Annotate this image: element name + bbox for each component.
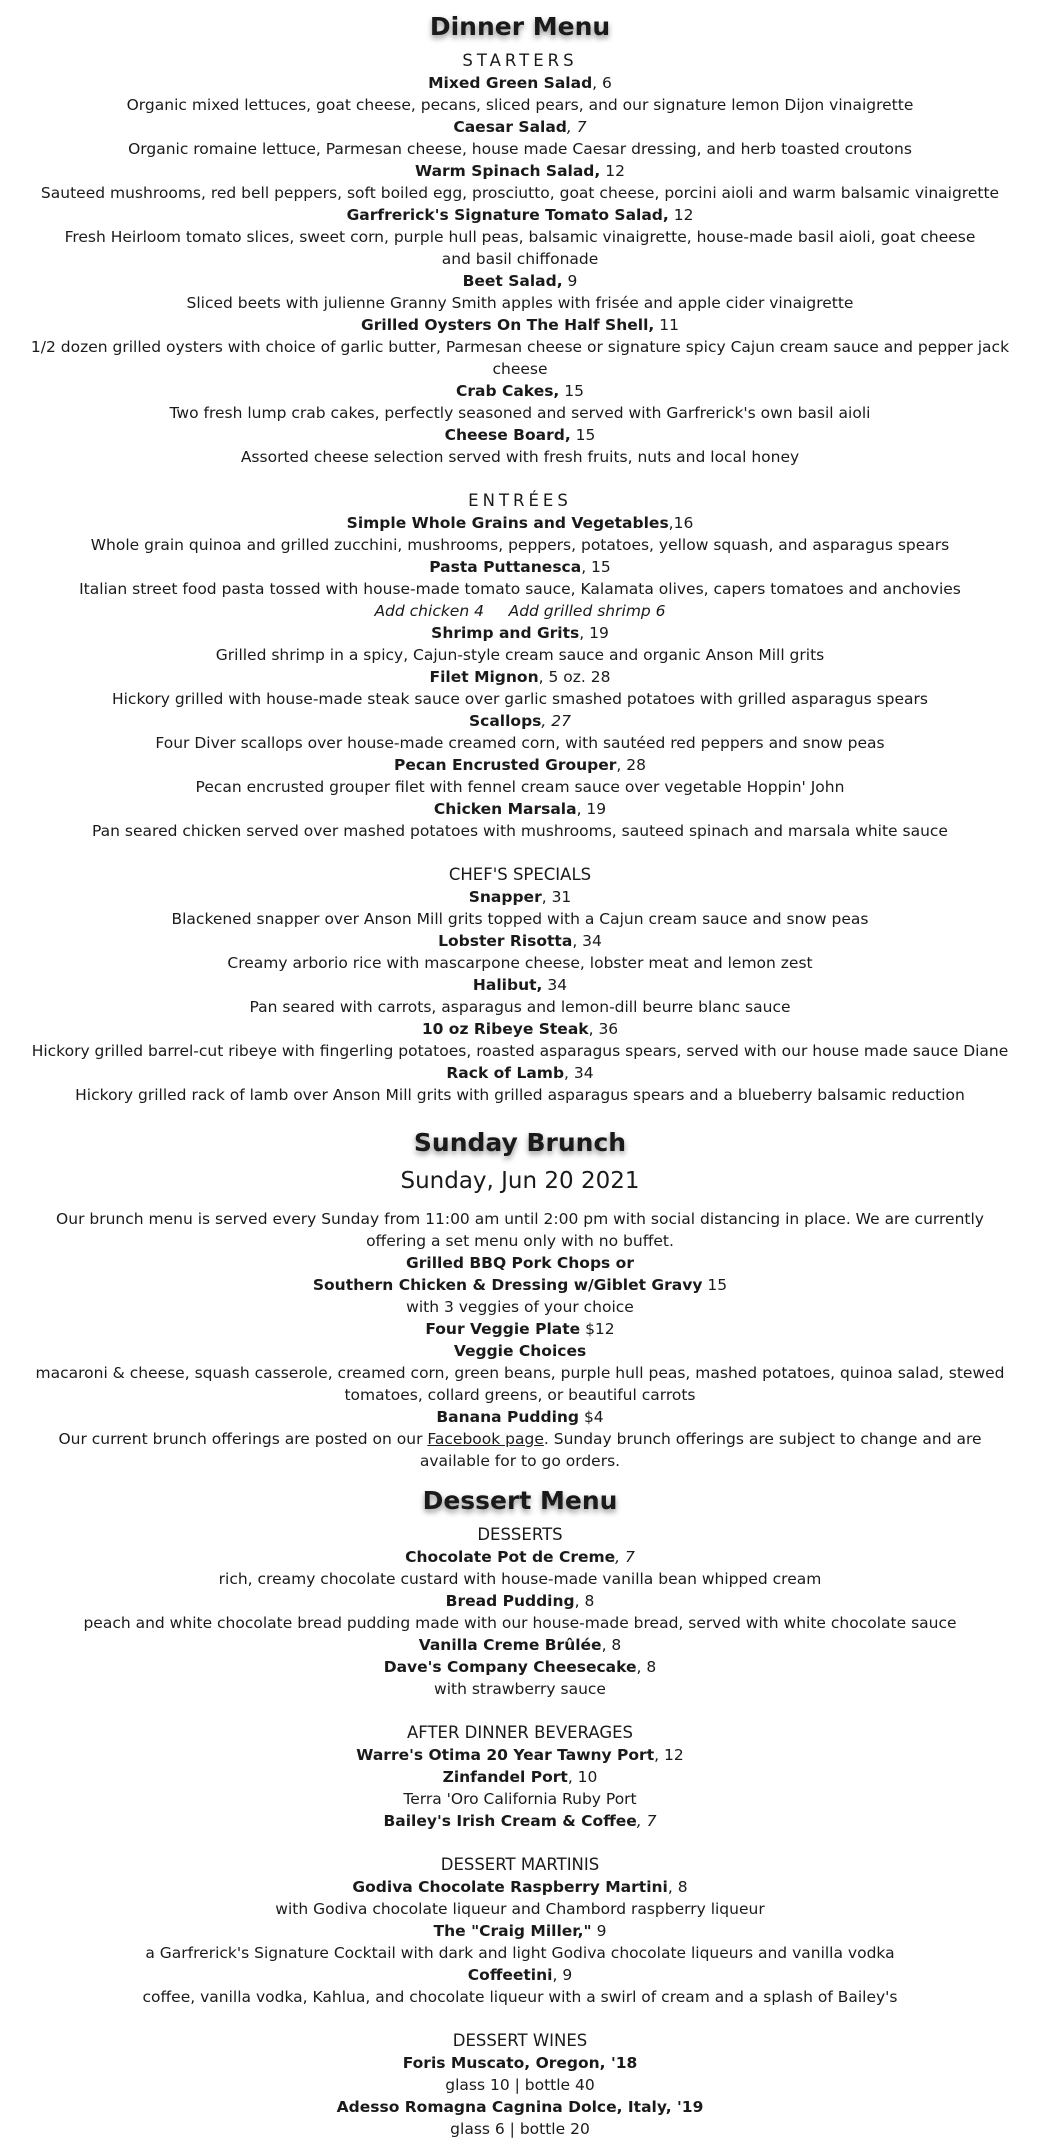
item-price: , 10 (567, 1768, 598, 1786)
menu-item (25, 1590, 1015, 1612)
wines-list (0, 2052, 1040, 2140)
item-price: , 12 (654, 1746, 684, 1764)
item-price: , 8 (574, 1592, 595, 1610)
menu-item (25, 1656, 1015, 1678)
item-price: 12 (600, 162, 625, 180)
menu-item (25, 798, 1015, 820)
item-price: , 36 (588, 1020, 619, 1038)
item-name: Dave's Company Cheesecake (383, 1658, 637, 1676)
item-name: Shrimp and Grits (431, 624, 580, 642)
item-price: $4 (579, 1408, 604, 1426)
item-price: ,16 (668, 514, 694, 532)
item-price: , 8 (601, 1636, 622, 1654)
item-name: Garfrerick's Signature Tomato Salad, (346, 206, 669, 224)
section-heading-dessert-martinis: DESSERT MARTINIS (440, 1855, 600, 1874)
sunday-brunch-title: Sunday Brunch (413, 1128, 627, 1157)
item-description: a Garfrerick's Signature Cocktail with dark and light Godiva chocolate liqueurs and vanilla vodka (145, 1944, 895, 1962)
item-description: with Godiva chocolate liqueur and Chambord raspberry liqueur (275, 1900, 765, 1918)
item-description: Sauteed mushrooms, red bell peppers, soft boiled egg, prosciutto, goat cheese, porcini aioli and warm balsamic vinaigrette (40, 184, 1000, 202)
menu-item (25, 1634, 1015, 1656)
entrees-list (0, 512, 1040, 842)
item-description: Creamy arborio rice with mascarpone cheese, lobster meat and lemon zest (227, 954, 813, 972)
menu-item (25, 622, 1015, 644)
item-description: Fresh Heirloom tomato slices, sweet corn, purple hull peas, balsamic vinaigrette, house-made basil aioli, goat cheese and basil chiffonade (64, 228, 976, 268)
section-heading-desserts: DESSERTS (477, 1525, 563, 1544)
item-name: Caesar Salad (453, 118, 567, 136)
item-price: , 8 (667, 1878, 688, 1896)
menu-item (25, 666, 1015, 688)
menu-item (25, 380, 1015, 402)
dessert-menu-title: Dessert Menu (422, 1486, 618, 1515)
item-price: , 6 (592, 74, 612, 92)
item-name: Rack of Lamb (446, 1064, 565, 1082)
item-description: Pecan encrusted grouper filet with fennel cream sauce over vegetable Hoppin' John (195, 778, 845, 796)
item-description: Pan seared with carrots, asparagus and lemon-dill beurre blanc sauce (249, 998, 791, 1016)
item-name: Lobster Risotta (438, 932, 573, 950)
item-price: , 5 oz. 28 (538, 668, 611, 686)
item-name: Warm Spinach Salad, (415, 162, 601, 180)
menu-item (25, 1318, 1015, 1340)
item-name: Grilled Oysters On The Half Shell, (361, 316, 655, 334)
section-heading-starters: STARTERS (462, 51, 578, 70)
item-description: Organic mixed lettuces, goat cheese, pecans, sliced pears, and our signature lemon Dijon vinaigrette (126, 96, 914, 114)
brunch-main-line-1: Grilled BBQ Pork Chops or (406, 1254, 634, 1272)
item-price: , 27 (541, 712, 571, 730)
item-price: 12 (668, 206, 694, 224)
item-name: Cheese Board, (444, 426, 571, 444)
item-price: 9 (562, 272, 578, 290)
item-name: Adesso Romagna Cagnina Dolce, Italy, '19 (336, 2098, 704, 2116)
item-description: Terra 'Oro California Ruby Port (403, 1790, 637, 1808)
item-description: rich, creamy chocolate custard with house-made vanilla bean whipped cream (218, 1570, 822, 1588)
item-price: , 7 (636, 1812, 657, 1830)
menu-item (25, 2096, 1015, 2118)
item-description: Four Diver scallops over house-made creamed corn, with sautéed red peppers and snow peas (155, 734, 885, 752)
brunch-footer-note (25, 1428, 1015, 1472)
section-heading-entrees: ENTRÉES (468, 491, 572, 510)
item-price: 15 (702, 1276, 728, 1294)
item-name: Pecan Encrusted Grouper (394, 756, 617, 774)
item-name: Snapper (468, 888, 542, 906)
menu-item (25, 1406, 1015, 1428)
item-name: Foris Muscato, Oregon, '18 (402, 2054, 638, 2072)
section-heading-after-dinner-beverages: AFTER DINNER BEVERAGES (406, 1723, 634, 1742)
brunch-date: Sunday, Jun 20 2021 (400, 1168, 640, 1194)
menu-item (25, 1766, 1015, 1788)
item-price: , 7 (615, 1548, 635, 1566)
item-description: glass 10 | bottle 40 (445, 2076, 595, 2094)
menu-item (25, 1964, 1015, 1986)
item-price: 9 (591, 1922, 607, 1940)
beverages-list (0, 1744, 1040, 1832)
menu-item (25, 314, 1015, 336)
item-name: Crab Cakes, (456, 382, 560, 400)
footer-text-before: Our current brunch offerings are posted on our (58, 1430, 428, 1448)
item-description: Hickory grilled with house-made steak sauce over garlic smashed potatoes with grilled asparagus spears (111, 690, 929, 708)
item-name: Bailey's Irish Cream & Coffee (383, 1812, 637, 1830)
item-name: Chicken Marsala (433, 800, 577, 818)
item-description: Sliced beets with julienne Granny Smith apples with frisée and apple cider vinaigrette (186, 294, 854, 312)
item-price: , 34 (572, 932, 602, 950)
menu-item (25, 2052, 1015, 2074)
item-description: Italian street food pasta tossed with house-made tomato sauce, Kalamata olives, capers tomatoes and anchovies (79, 580, 961, 598)
item-description: peach and white chocolate bread pudding made with our house-made bread, served with white chocolate sauce (83, 1614, 957, 1632)
item-description: Whole grain quinoa and grilled zucchini, mushrooms, peppers, potatoes, yellow squash, and asparagus spears (90, 536, 950, 554)
item-price: 15 (559, 382, 584, 400)
item-description: coffee, vanilla vodka, Kahlua, and chocolate liqueur with a swirl of cream and a splash of Bailey's (142, 1988, 898, 2006)
item-name: Scallops (469, 712, 542, 730)
item-price: 15 (570, 426, 596, 444)
item-name: Banana Pudding (436, 1408, 580, 1426)
menu-item (25, 1546, 1015, 1568)
item-name: Vanilla Creme Brûlée (418, 1636, 602, 1654)
item-description: Organic romaine lettuce, Parmesan cheese, house made Caesar dressing, and herb toasted croutons (128, 140, 912, 158)
item-description: glass 6 | bottle 20 (450, 2120, 590, 2138)
item-price: , 19 (576, 800, 607, 818)
menu-item (25, 72, 1015, 94)
item-price: , 31 (541, 888, 572, 906)
menu-item (25, 1744, 1015, 1766)
item-name: Southern Chicken & Dressing w/Giblet Gravy (312, 1276, 703, 1294)
menu-item (25, 424, 1015, 446)
menu-item (25, 204, 1015, 226)
item-name: Simple Whole Grains and Vegetables (346, 514, 669, 532)
item-price: $12 (580, 1320, 615, 1338)
item-description: Hickory grilled rack of lamb over Anson Mill grits with grilled asparagus spears and a blueberry balsamic reduction (75, 1086, 965, 1104)
menu-item (25, 1062, 1015, 1084)
item-name: Chocolate Pot de Creme (405, 1548, 616, 1566)
item-name: Bread Pudding (445, 1592, 575, 1610)
item-description: 1/2 dozen grilled oysters with choice of garlic butter, Parmesan cheese or signature spicy Cajun cream sauce and pepper jack cheese (30, 338, 1010, 378)
footer-text-after: . Sunday brunch offerings are subject to change and are available for to go orders. (419, 1430, 982, 1470)
item-name: Halibut, (472, 976, 543, 994)
menu-item (25, 710, 1015, 732)
menu-item (25, 116, 1015, 138)
veggie-choices-label: Veggie Choices (453, 1342, 587, 1360)
menu-item (25, 270, 1015, 292)
menu-item (25, 1920, 1015, 1942)
item-description: with 3 veggies of your choice (406, 1298, 634, 1316)
brunch-intro: Our brunch menu is served every Sunday from 11:00 am until 2:00 pm with social distancing in place. We are currently offering a set menu only with no buffet. (56, 1210, 984, 1250)
item-description: Hickory grilled barrel-cut ribeye with fingerling potatoes, roasted asparagus spears, served with our house made sauce Diane (31, 1042, 1009, 1060)
item-add-on-note: Add chicken 4 Add grilled shrimp 6 (374, 602, 666, 620)
item-price: 11 (654, 316, 679, 334)
desserts-list (0, 1546, 1040, 1700)
item-name: Warre's Otima 20 Year Tawny Port (356, 1746, 655, 1764)
item-name: Four Veggie Plate (425, 1320, 581, 1338)
chefs-specials-list (0, 886, 1040, 1106)
item-name: Coffeetini (467, 1966, 553, 1984)
item-name: The "Craig Miller," (433, 1922, 592, 1940)
item-name: Zinfandel Port (442, 1768, 568, 1786)
item-name: Godiva Chocolate Raspberry Martini (352, 1878, 668, 1896)
item-price: , 9 (552, 1966, 573, 1984)
item-name: Beet Salad, (462, 272, 563, 290)
item-price: 34 (542, 976, 568, 994)
item-description: Grilled shrimp in a spicy, Cajun-style cream sauce and organic Anson Mill grits (215, 646, 825, 664)
facebook-page-link[interactable]: Facebook page (427, 1430, 544, 1448)
item-name: Mixed Green Salad (428, 74, 593, 92)
item-description: Assorted cheese selection served with fresh fruits, nuts and local honey (240, 448, 800, 466)
menu-item (25, 1810, 1015, 1832)
item-name: Pasta Puttanesca (429, 558, 582, 576)
section-heading-chefs-specials: CHEF'S SPECIALS (448, 865, 592, 884)
item-price: , 8 (636, 1658, 657, 1676)
item-description: Pan seared chicken served over mashed potatoes with mushrooms, sauteed spinach and marsala white sauce (92, 822, 948, 840)
section-heading-dessert-wines: DESSERT WINES (452, 2031, 588, 2050)
starters-list (0, 72, 1040, 468)
menu-item (25, 1274, 1015, 1296)
menu-item (25, 1018, 1015, 1040)
menu-item (25, 754, 1015, 776)
item-name: 10 oz Ribeye Steak (421, 1020, 589, 1038)
martinis-list (0, 1876, 1040, 2008)
item-price: , 28 (616, 756, 646, 774)
item-price: , 15 (581, 558, 611, 576)
item-name: Filet Mignon (429, 668, 539, 686)
menu-item (25, 886, 1015, 908)
menu-item (25, 160, 1015, 182)
item-price: , 7 (566, 118, 587, 136)
item-price: , 19 (579, 624, 609, 642)
menu-item (25, 556, 1015, 578)
menu-item (25, 930, 1015, 952)
item-description: Blackened snapper over Anson Mill grits topped with a Cajun cream sauce and snow peas (171, 910, 869, 928)
veggie-choices-list: macaroni & cheese, squash casserole, creamed corn, green beans, purple hull peas, mashed potatoes, quinoa salad, stewed tomatoes, collard greens, or beautiful carrots (35, 1364, 1005, 1404)
item-description: Two fresh lump crab cakes, perfectly seasoned and served with Garfrerick's own basil aioli (169, 404, 871, 422)
item-description: with strawberry sauce (434, 1680, 606, 1698)
menu-item (25, 974, 1015, 996)
dinner-menu-title: Dinner Menu (429, 12, 611, 41)
item-price: , 34 (564, 1064, 594, 1082)
menu-item (25, 512, 1015, 534)
menu-item (25, 1876, 1015, 1898)
